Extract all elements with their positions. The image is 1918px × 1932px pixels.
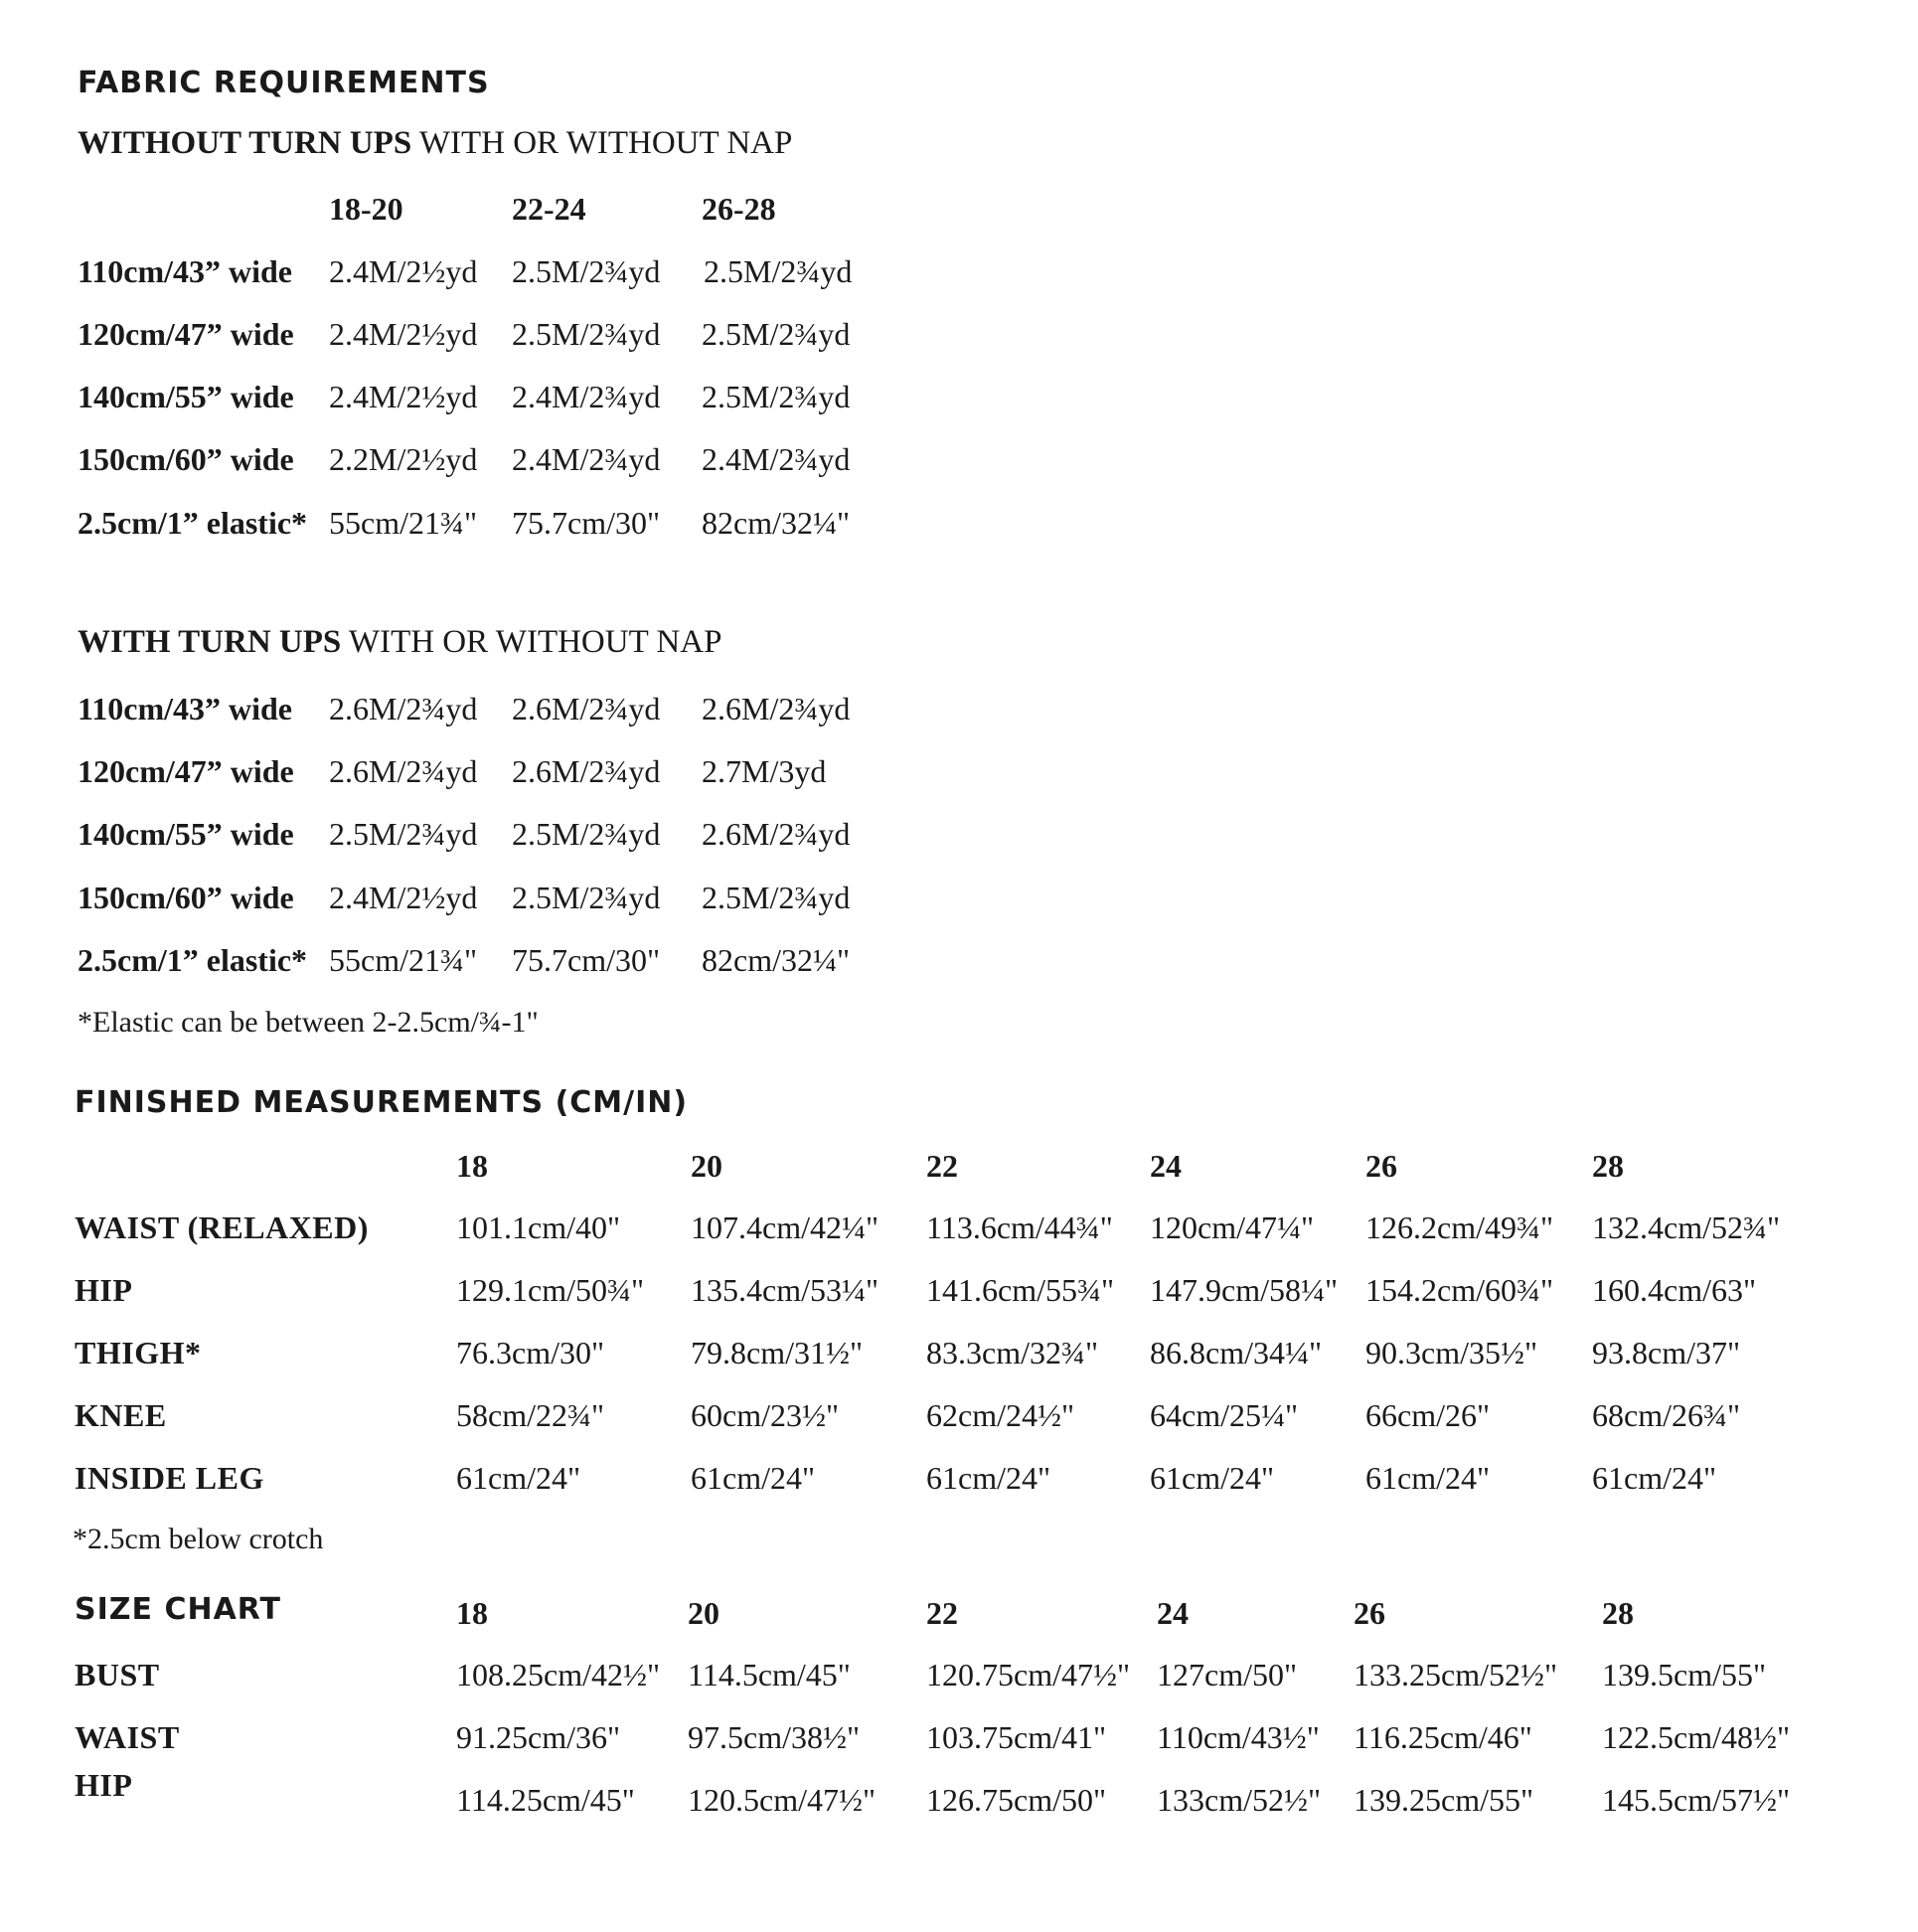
table-cell: 83.3cm/32¾" [926, 1335, 1099, 1370]
row-label: 2.5cm/1” elastic* [78, 505, 308, 541]
table-cell: 145.5cm/57½" [1602, 1782, 1791, 1818]
table-cell: 120.75cm/47½" [926, 1657, 1131, 1692]
table-cell: 2.5M/2¾yd [329, 816, 478, 852]
table-cell: 139.5cm/55" [1602, 1657, 1767, 1692]
finished-size-header: 20 [691, 1148, 722, 1184]
table-cell: 107.4cm/42¼" [691, 1209, 879, 1245]
table-cell: 2.5M/2¾yd [704, 253, 853, 289]
row-label: INSIDE LEG [75, 1460, 264, 1496]
table-cell: 2.5M/2¾yd [702, 880, 851, 915]
table-cell: 2.6M/2¾yd [512, 753, 661, 789]
table-cell: 2.2M/2½yd [329, 441, 478, 477]
row-label: HIP [75, 1767, 133, 1803]
table-cell: 82cm/32¼" [702, 505, 851, 541]
table-cell: 132.4cm/52¾" [1592, 1209, 1781, 1245]
size-chart-size-header: 22 [926, 1595, 958, 1631]
table-cell: 2.6M/2¾yd [329, 691, 478, 726]
with-turn-ups-title-bold: WITH TURN UPS [78, 624, 342, 660]
without-turn-ups-title-rest: WITH OR WITHOUT NAP [411, 125, 793, 161]
table-cell: 61cm/24" [691, 1460, 816, 1496]
table-cell: 2.4M/2¾yd [512, 441, 661, 477]
table-cell: 2.5M/2¾yd [512, 253, 661, 289]
with-turn-ups-title [78, 624, 721, 661]
table-cell: 133.25cm/52½" [1354, 1657, 1558, 1692]
row-label: BUST [75, 1657, 160, 1692]
table-cell: 76.3cm/30" [456, 1335, 605, 1370]
row-label: 120cm/47” wide [78, 753, 294, 789]
table-cell: 2.4M/2¾yd [702, 441, 851, 477]
row-label: KNEE [75, 1397, 167, 1433]
fabric-size-header: 18-20 [329, 191, 403, 227]
row-label: 110cm/43” wide [78, 691, 292, 726]
table-cell: 108.25cm/42½" [456, 1657, 661, 1692]
table-cell: 154.2cm/60¾" [1365, 1272, 1554, 1308]
table-cell: 55cm/21¾" [329, 942, 478, 978]
table-cell: 120.5cm/47½" [688, 1782, 877, 1818]
finished-size-header: 26 [1365, 1148, 1397, 1184]
finished-measurements-heading: FINISHED MEASUREMENTS (CM/IN) [75, 1085, 689, 1120]
table-cell: 60cm/23½" [691, 1397, 840, 1433]
table-cell: 64cm/25¼" [1150, 1397, 1299, 1433]
table-cell: 61cm/24" [1592, 1460, 1717, 1496]
table-cell: 2.4M/2½yd [329, 316, 478, 352]
table-cell: 66cm/26" [1365, 1397, 1491, 1433]
table-cell: 62cm/24½" [926, 1397, 1075, 1433]
row-label: WAIST (RELAXED) [75, 1209, 369, 1245]
table-cell: 114.25cm/45" [456, 1782, 635, 1818]
fabric-size-header: 22-24 [512, 191, 586, 227]
table-cell: 2.4M/2½yd [329, 379, 478, 414]
row-label: 110cm/43” wide [78, 253, 292, 289]
table-cell: 129.1cm/50¾" [456, 1272, 645, 1308]
fabric-requirements-heading: FABRIC REQUIREMENTS [78, 66, 490, 100]
without-turn-ups-title-bold: WITHOUT TURN UPS [78, 125, 412, 161]
table-cell: 91.25cm/36" [456, 1719, 621, 1755]
table-cell: 86.8cm/34¼" [1150, 1335, 1323, 1370]
table-cell: 147.9cm/58¼" [1150, 1272, 1339, 1308]
table-cell: 2.4M/2½yd [329, 253, 478, 289]
without-turn-ups-title [78, 125, 792, 162]
table-cell: 127cm/50" [1157, 1657, 1298, 1692]
table-cell: 113.6cm/44¾" [926, 1209, 1113, 1245]
table-cell: 116.25cm/46" [1354, 1719, 1532, 1755]
table-cell: 2.6M/2¾yd [702, 816, 851, 852]
table-cell: 75.7cm/30" [512, 942, 661, 978]
table-cell: 82cm/32¼" [702, 942, 851, 978]
table-cell: 61cm/24" [1150, 1460, 1275, 1496]
table-cell: 103.75cm/41" [926, 1719, 1107, 1755]
table-cell: 101.1cm/40" [456, 1209, 621, 1245]
table-cell: 2.7M/3yd [702, 753, 827, 789]
table-cell: 110cm/43½" [1157, 1719, 1320, 1755]
table-cell: 58cm/22¾" [456, 1397, 605, 1433]
table-cell: 2.6M/2¾yd [512, 691, 661, 726]
table-cell: 141.6cm/55¾" [926, 1272, 1115, 1308]
table-cell: 139.25cm/55" [1354, 1782, 1534, 1818]
with-turn-ups-title-rest: WITH OR WITHOUT NAP [341, 624, 722, 660]
row-label: 140cm/55” wide [78, 816, 294, 852]
row-label: 150cm/60” wide [78, 441, 294, 477]
fabric-size-header: 26-28 [702, 191, 776, 227]
row-label: 120cm/47” wide [78, 316, 294, 352]
finished-size-header: 28 [1592, 1148, 1624, 1184]
table-cell: 75.7cm/30" [512, 505, 661, 541]
row-label: THIGH* [75, 1335, 202, 1370]
table-cell: 120cm/47¼" [1150, 1209, 1315, 1245]
size-chart-size-header: 20 [688, 1595, 719, 1631]
table-cell: 2.5M/2¾yd [512, 816, 661, 852]
table-cell: 2.4M/2½yd [329, 880, 478, 915]
table-cell: 133cm/52½" [1157, 1782, 1322, 1818]
finished-size-header: 18 [456, 1148, 488, 1184]
row-label: 150cm/60” wide [78, 880, 294, 915]
table-cell: 61cm/24" [456, 1460, 581, 1496]
elastic-note: *Elastic can be between 2-2.5cm/¾-1" [78, 1006, 539, 1039]
table-cell: 61cm/24" [1365, 1460, 1491, 1496]
table-cell: 2.6M/2¾yd [702, 691, 851, 726]
table-cell: 2.5M/2¾yd [702, 379, 851, 414]
table-cell: 68cm/26¾" [1592, 1397, 1741, 1433]
crotch-note: *2.5cm below crotch [73, 1523, 324, 1555]
row-label: 2.5cm/1” elastic* [78, 942, 308, 978]
table-cell: 2.5M/2¾yd [512, 316, 661, 352]
finished-size-header: 24 [1150, 1148, 1182, 1184]
finished-size-header: 22 [926, 1148, 958, 1184]
table-cell: 90.3cm/35½" [1365, 1335, 1538, 1370]
table-cell: 2.4M/2¾yd [512, 379, 661, 414]
table-cell: 2.5M/2¾yd [512, 880, 661, 915]
size-chart-size-header: 18 [456, 1595, 488, 1631]
row-label: 140cm/55” wide [78, 379, 294, 414]
table-cell: 160.4cm/63" [1592, 1272, 1757, 1308]
table-cell: 135.4cm/53¼" [691, 1272, 879, 1308]
table-cell: 2.5M/2¾yd [702, 316, 851, 352]
table-cell: 126.2cm/49¾" [1365, 1209, 1554, 1245]
size-chart-size-header: 28 [1602, 1595, 1634, 1631]
table-cell: 122.5cm/48½" [1602, 1719, 1791, 1755]
row-label: WAIST [75, 1719, 180, 1755]
table-cell: 61cm/24" [926, 1460, 1051, 1496]
table-cell: 79.8cm/31½" [691, 1335, 864, 1370]
table-cell: 93.8cm/37" [1592, 1335, 1741, 1370]
size-chart-heading: SIZE CHART [75, 1592, 282, 1627]
table-cell: 2.6M/2¾yd [329, 753, 478, 789]
row-label: HIP [75, 1272, 133, 1308]
table-cell: 55cm/21¾" [329, 505, 478, 541]
table-cell: 126.75cm/50" [926, 1782, 1107, 1818]
table-cell: 114.5cm/45" [688, 1657, 851, 1692]
size-chart-size-header: 24 [1157, 1595, 1189, 1631]
table-cell: 97.5cm/38½" [688, 1719, 861, 1755]
size-chart-size-header: 26 [1354, 1595, 1385, 1631]
